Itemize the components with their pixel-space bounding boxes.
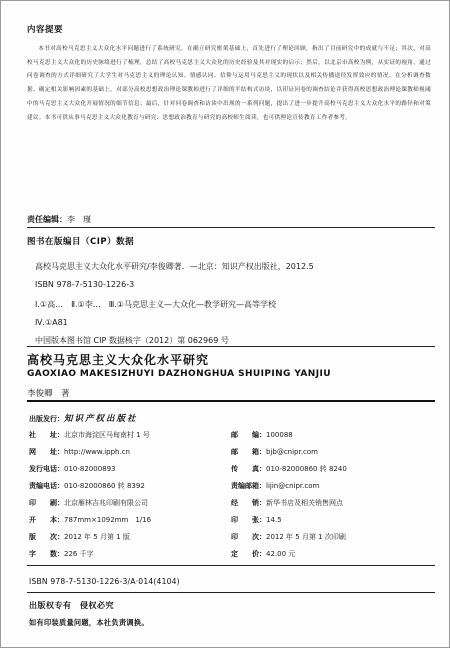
detail-row: 版 次：2012 年 5 月第 1 版 <box>29 533 130 541</box>
editor-line <box>27 214 91 225</box>
details-right <box>231 422 431 558</box>
copyright-notice: 出版权专有 侵权必究 <box>29 601 114 610</box>
detail-row: 社 址：北京市海淀区马甸南村 1 号 <box>29 431 150 439</box>
cip-line-3: Ⅰ.①高… Ⅱ.①李… Ⅲ.①马克思主义—大众化—教学研究—高等学校 <box>35 300 276 309</box>
detail-row: 网 址：http://www.ipph.cn <box>29 448 130 456</box>
divider-thick <box>27 400 435 402</box>
divider-isbn-top <box>27 565 435 566</box>
cip-line-1: 高校马克思主义大众化水平研究/李俊卿著．—北京：知识产权出版社，2012.5 <box>35 262 314 271</box>
cip-line-4: Ⅳ.①A81 <box>35 318 68 327</box>
detail-row: 责编邮箱：lijin@cnipr.com <box>231 482 320 490</box>
detail-row: 定 价：42.00 元 <box>231 550 296 558</box>
book-title: 高校马克思主义大众化水平研究 <box>27 353 210 367</box>
publisher-label: 出版发行： <box>29 415 64 423</box>
cip-line-2: ISBN 978-7-5130-1226-3 <box>35 280 135 289</box>
detail-row: 印 张：14.5 <box>231 516 282 524</box>
detail-row: 印 次：2012 年 5 月第 1 次印刷 <box>231 533 346 541</box>
detail-row: 发行电话：010-82000893 <box>29 465 116 473</box>
cip-line-5: 中国版本图书馆 CIP 数据核字（2012）第 062969 号 <box>35 336 229 345</box>
detail-row: 邮 箱：bjb@cnipr.com <box>231 448 318 456</box>
abstract-heading: 内容提要 <box>27 25 64 35</box>
quality-notice: 如有印装质量问题，本社负责调换。 <box>29 618 149 627</box>
editor-label: 责任编辑： <box>27 215 67 224</box>
divider-isbn-bottom <box>27 592 435 593</box>
detail-row: 字 数：226 千字 <box>29 550 94 558</box>
book-author: 李俊卿 著 <box>27 389 70 399</box>
details-left <box>29 422 229 558</box>
book-pinyin: GAOXIAO MAKESIZHUYI DAZHONGHUA SHUIPING YANJIU <box>27 369 331 379</box>
detail-row: 传 真：010-82000860 转 8240 <box>231 465 347 473</box>
detail-row: 印 刷：北京雁林吉兆印刷有限公司 <box>29 499 148 507</box>
detail-row: 责编电话：010-82000860 转 8392 <box>29 482 145 490</box>
detail-row: 经 销：新华书店及相关销售网点 <box>231 499 343 507</box>
cip-heading: 图书在版编目（CIP）数据 <box>27 237 135 247</box>
publisher-name: 知识产权出版社 <box>64 414 138 424</box>
isbn-full: ISBN 978-7-5130-1226-3/A·014(4104) <box>29 577 180 586</box>
divider-top <box>27 227 435 228</box>
editor-name: 李 瑾 <box>67 215 91 224</box>
detail-row: 邮 编：100088 <box>231 431 293 439</box>
detail-row: 开 本：787mm×1092mm 1/16 <box>29 516 152 524</box>
abstract-body: 本书对高校马克思主义大众化水平问题进行了系统研究。在确立研究框架基础上，首先进行了理论回顾，指出了目前研究中的成就与不足；其次，对高校马克思主义大众化的历史脉络进行了梳理，总结了高校马克思主义大众化的历史经验及其对现实的启示；然后，以北京市高校为例，从实证的视角，通过问卷调查的方式详细研究了大学生对马克思主义的理论认知、情感认同、信仰与运用马克思主义的现状以及相关传播途径发挥效应的情况。在分析调查数据、确定相关影响因素的基础上，对部分高校思想政治理论课教师进行了详细的半结构式访谈，以印证问卷的调查结论并获得高校思想政治理论课教师视阈中的马克思主义大众化开展情况的细节信息；最后，针对问卷调查和访谈中出现的一系列问题，提出了进一步提升高校马克思主义大众化水平的路径和对策建议。本书可供从事马克思主义大众化教育与研究、思想政治教育与研究的高校师生阅读，也可供理论宣传教育工作者参考。 <box>27 46 431 121</box>
divider-mid <box>27 346 435 347</box>
